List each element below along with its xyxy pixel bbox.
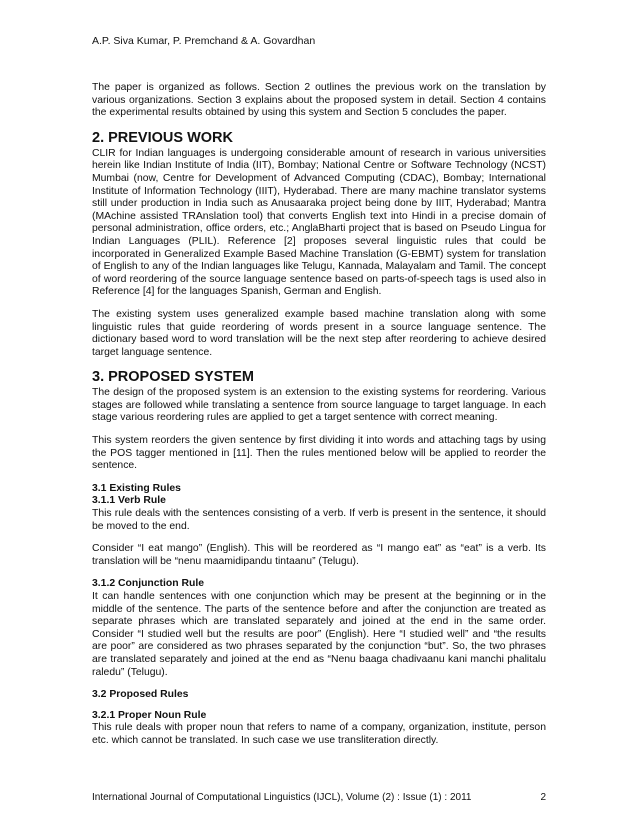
section-2-paragraph-2: The existing system uses generalized example based machine translation along with some linguistic rules that guide reordering of words present in a source language sentence. The dictionary based word to word translation will be the next step after reordering to achieve desired target language sentence. [92, 308, 546, 358]
subsection-3-1-heading: 3.1 Existing Rules [92, 482, 181, 494]
page-number: 2 [540, 792, 546, 803]
running-header: A.P. Siva Kumar, P. Premchand & A. Govardhan [92, 35, 316, 47]
section-2-paragraph-1: CLIR for Indian languages is undergoing considerable amount of research in various universities herein like Indian Institute of India (IIT), Bombay; National Centre or Software Technology (NCST) Mumbai (now, Centre for Development of Advanced Computing (CDAC), Bombay; International Institute of Information Technology (IIIT), Hyderabad. There are many machine translator systems still under production in India such as Anusaaraka project being done by IIIT, Hyderabad; Mantra (MAchine assisted TRAnslation tool) that converts English text into Hindi in a precise domain of personal administration, office orders, etc.; AnglaBharti project that is based on Pseudo Lingua for Indian Languages (PLIL). Reference [2] proposes several linguistic rules that could be incorporated in Generalized Example Based Machine Translation (G-EBMT) system for translation of English to any of the Indian languages like Telugu, Kannada, Malayalam and Tamil. The concept of word reordering of the source language sentence based on parts-of-speech tags is used also in Reference [4] for the languages Spanish, German and English. [92, 147, 546, 298]
proper-noun-rule-paragraph: This rule deals with proper noun that refers to name of a company, organization, institute, person etc. which cannot be translated. In such case we use transliteration directly. [92, 722, 546, 746]
section-3-heading: 3. PROPOSED SYSTEM [92, 369, 254, 386]
subsection-3-1-2-heading: 3.1.2 Conjunction Rule [92, 578, 204, 590]
section-3-paragraph-1: The design of the proposed system is an extension to the existing systems for reordering. Various stages are followed while translating a sentence from source language to target language. In each stage various reordering rules are applied to get a target sentence with correct meaning. [92, 387, 546, 424]
journal-citation: International Journal of Computational Linguistics (IJCL), Volume (2) : Issue (1) : 2011 [92, 792, 472, 803]
subsection-3-2-1-heading: 3.2.1 Proper Noun Rule [92, 709, 207, 721]
page-footer [92, 792, 546, 803]
section-2-heading: 2. PREVIOUS WORK [92, 129, 233, 146]
subsection-3-2-heading: 3.2 Proposed Rules [92, 689, 189, 701]
page-body [92, 82, 546, 758]
verb-rule-example: Consider “I eat mango” (English). This will be reordered as “I mango eat” as “eat” is a verb. Its translation will be “nenu maamidipandu tintaanu” (Telugu). [92, 543, 546, 567]
intro-paragraph: The paper is organized as follows. Section 2 outlines the previous work on the translation by various organizations. Section 3 explains about the proposed system in detail. Section 4 contains the experimental results obtained by using this system and Section 5 concludes the paper. [92, 82, 546, 119]
subsection-3-1-1-heading: 3.1.1 Verb Rule [92, 495, 166, 507]
section-3-paragraph-2: This system reorders the given sentence by first dividing it into words and attaching tags by using the POS tagger mentioned in [11]. Then the rules mentioned below will be applied to reorder the sentence. [92, 435, 546, 472]
verb-rule-paragraph: This rule deals with the sentences consisting of a verb. If verb is present in the sentence, it should be moved to the end. [92, 508, 546, 532]
conjunction-rule-paragraph: It can handle sentences with one conjunction which may be present at the beginning or in the middle of the sentence. The parts of the sentence before and after the conjunction are treated as separate phrases which are translated separately and joined at the end in the same order. Consider “I studied well but the results are poor” (English). Here “I studied well” and “the results are poor” are considered as two phrases separated by the conjunction “but”. So, the two phrases are translated separately and joined at the end as “Nenu baaga chadivaanu kani manchi phalitalu raledu” (Telugu). [92, 591, 546, 678]
